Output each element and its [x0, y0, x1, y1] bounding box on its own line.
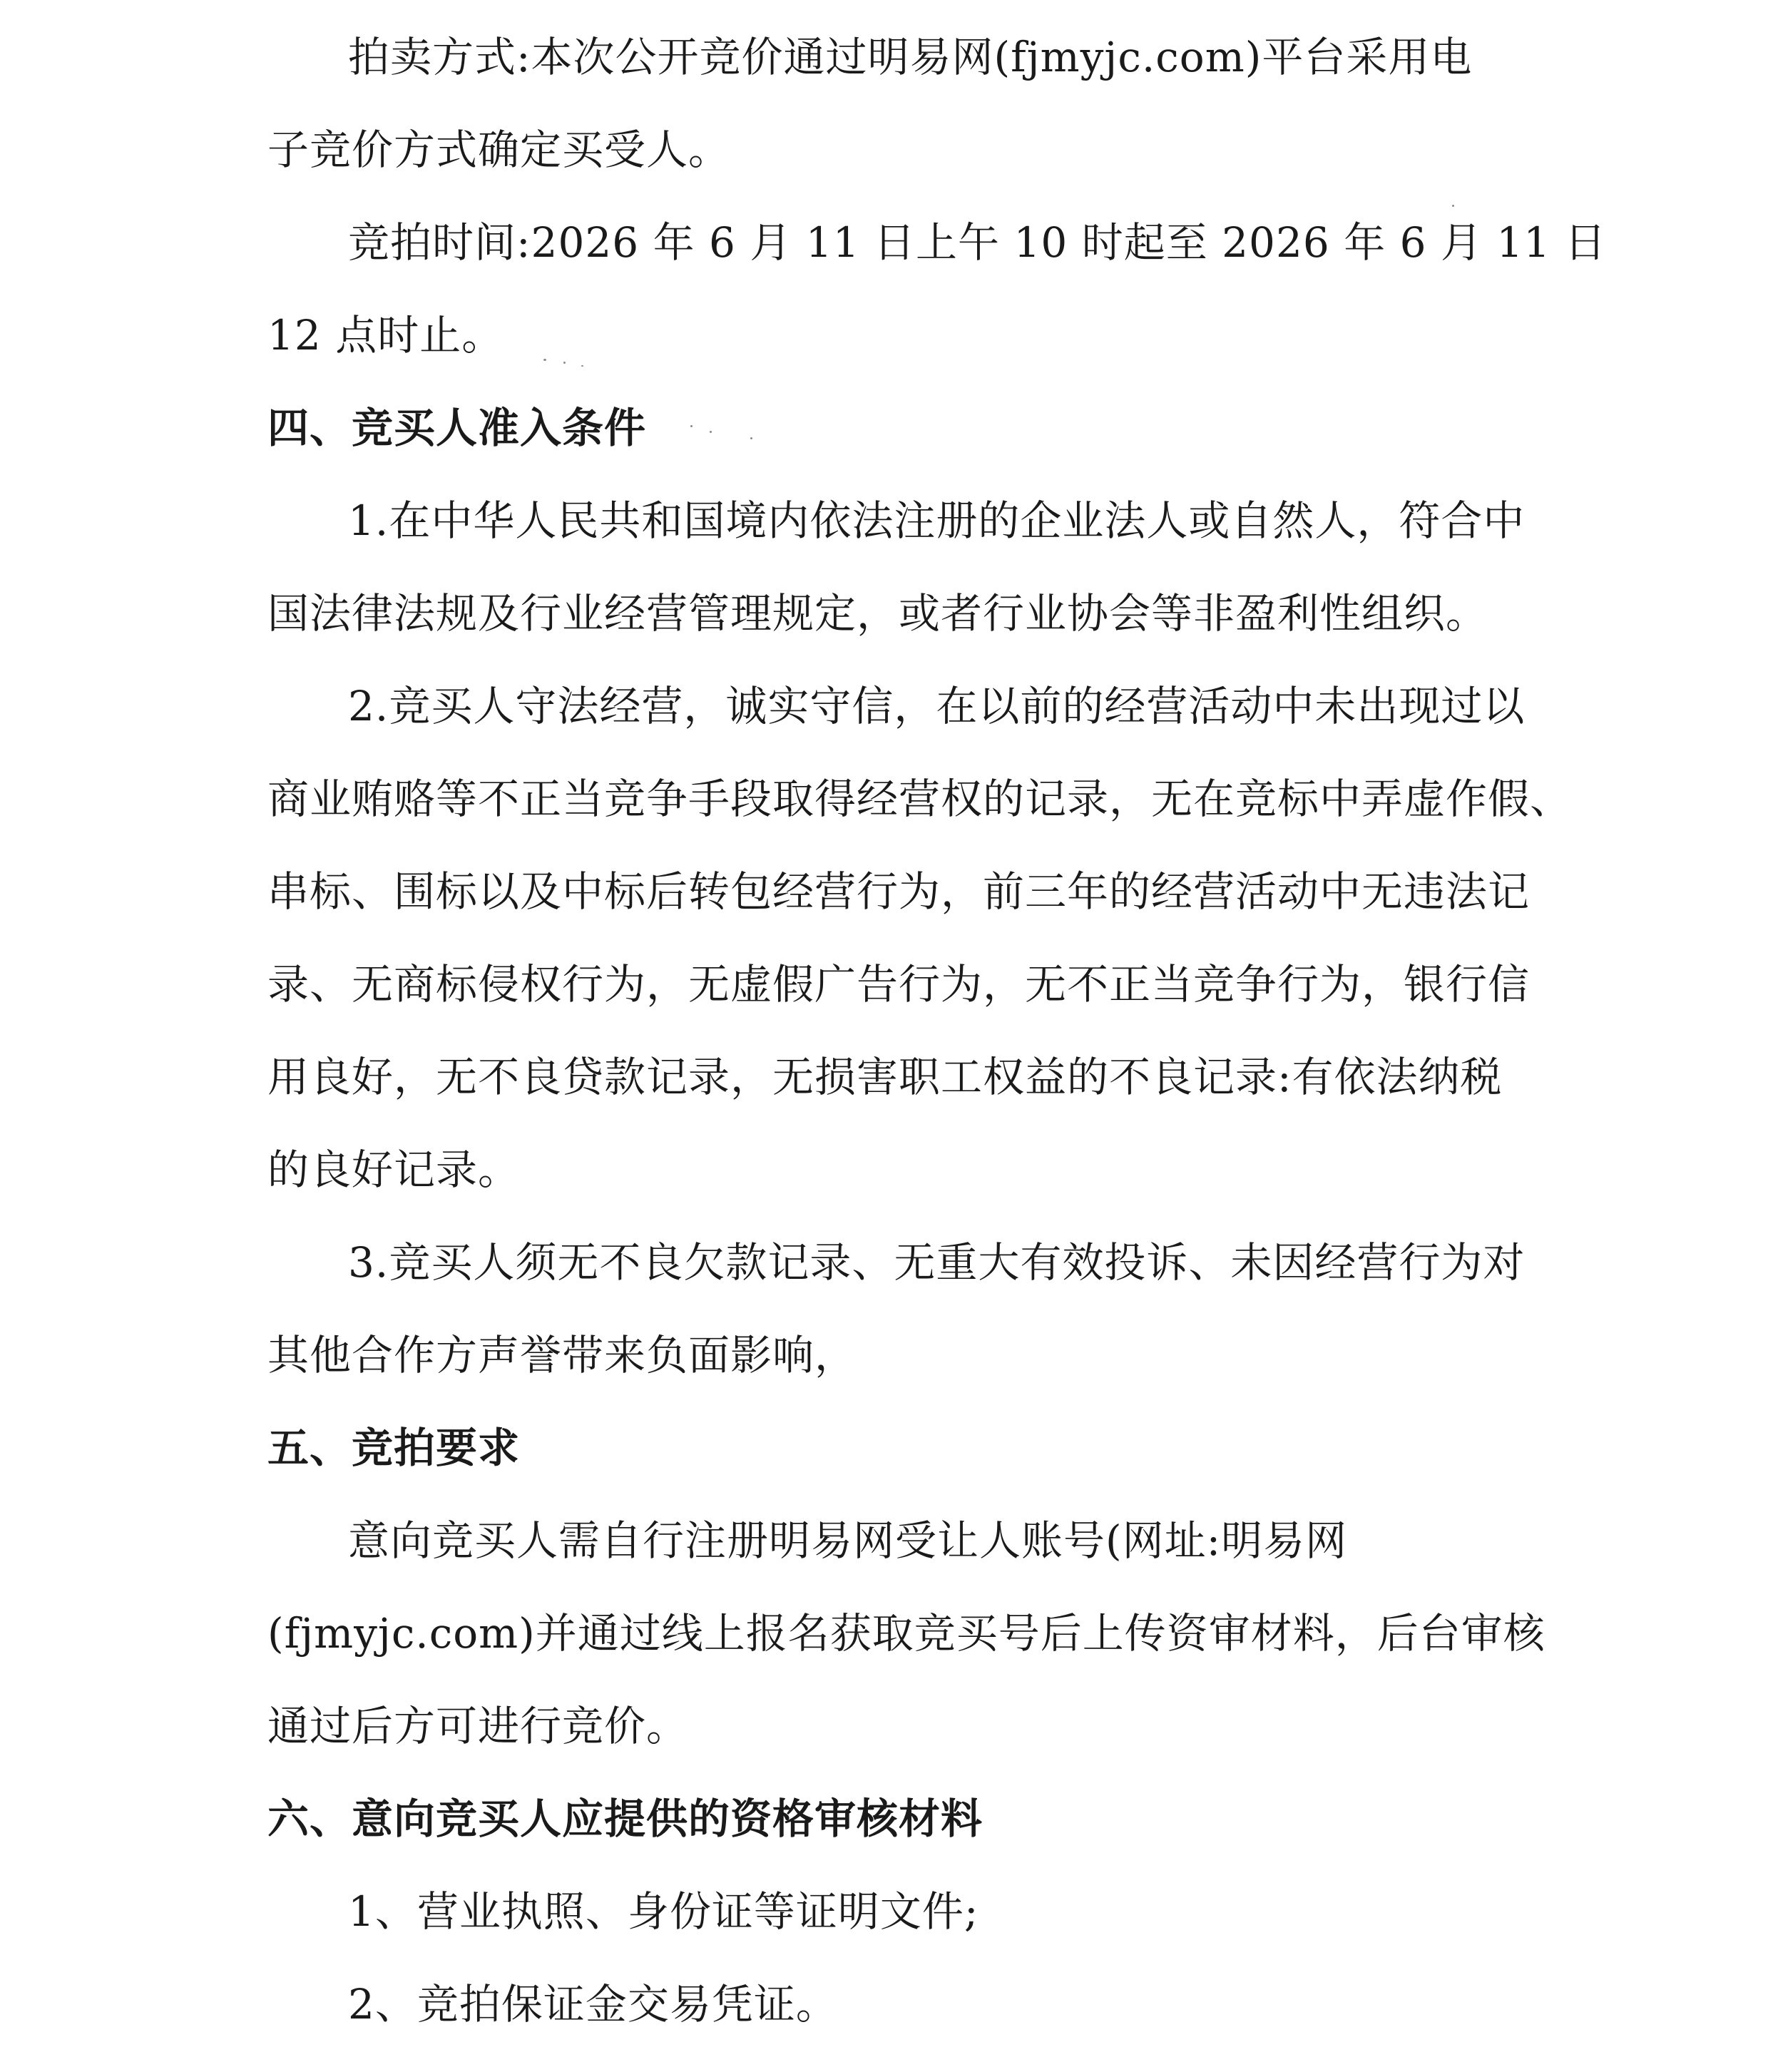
- section-heading-4: 四、竞买人准入条件: [267, 404, 647, 452]
- condition-3-line-1: 3.竞买人须无不良欠款记录、无重大有效投诉、未因经营行为对: [348, 1238, 1526, 1287]
- condition-1-line-2: 国法律法规及行业经营管理规定，或者行业协会等非盈利性组织。: [267, 589, 1488, 638]
- requirement-line-2: (fjmyjc.com)并通过线上报名获取竞买号后上传资审材料，后台审核: [267, 1609, 1545, 1658]
- scan-speck: [581, 365, 583, 367]
- scan-speck: [690, 425, 693, 427]
- scan-speck: [1452, 205, 1454, 207]
- condition-2-line-6: 的良好记录。: [267, 1145, 521, 1194]
- auction-method-line-2: 子竞价方式确定买受人。: [267, 126, 731, 174]
- auction-method-line-1: 拍卖方式:本次公开竞价通过明易网(fjmyjc.com)平台采用电: [348, 33, 1473, 81]
- condition-2-line-4: 录、无商标侵权行为，无虚假广告行为，无不正当竞争行为，银行信: [267, 960, 1531, 1009]
- scan-speck: [750, 437, 752, 439]
- condition-1-line-1: 1.在中华人民共和国境内依法注册的企业法人或自然人，符合中: [348, 496, 1526, 545]
- auction-time-line-2: 12 点时止。: [267, 311, 504, 359]
- condition-2-line-5: 用良好，无不良贷款记录，无损害职工权益的不良记录:有依法纳税: [267, 1053, 1503, 1101]
- condition-3-line-2: 其他合作方声誉带来负面影响，: [267, 1331, 857, 1379]
- scan-speck: [543, 359, 546, 361]
- section-heading-5: 五、竞拍要求: [267, 1424, 521, 1472]
- auction-time-line-1: 竞拍时间:2026 年 6 月 11 日上午 10 时起至 2026 年 6 月 11 日: [348, 218, 1607, 267]
- material-item-1: 1、营业执照、身份证等证明文件;: [348, 1887, 979, 1936]
- condition-2-line-1: 2.竞买人守法经营，诚实守信，在以前的经营活动中未出现过以: [348, 682, 1526, 730]
- scan-speck: [563, 362, 566, 364]
- section-heading-6: 六、意向竞买人应提供的资格审核材料: [267, 1795, 983, 1843]
- material-item-2: 2、竞拍保证金交易凭证。: [348, 1980, 838, 2028]
- requirement-line-1: 意向竞买人需自行注册明易网受让人账号(网址:明易网: [348, 1516, 1348, 1565]
- requirement-line-3: 通过后方可进行竞价。: [267, 1702, 689, 1750]
- condition-2-line-3: 串标、围标以及中标后转包经营行为，前三年的经营活动中无违法记: [267, 867, 1531, 916]
- scan-speck: [710, 431, 712, 433]
- condition-2-line-2: 商业贿赂等不正当竞争手段取得经营权的记录，无在竞标中弄虚作假、: [267, 775, 1573, 823]
